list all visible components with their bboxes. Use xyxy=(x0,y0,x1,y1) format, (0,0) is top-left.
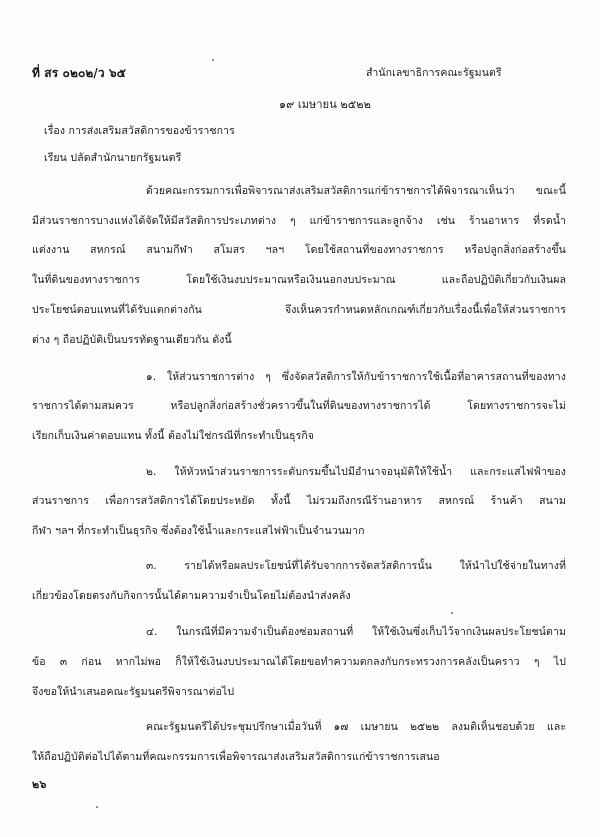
item-3-line: ๓. รายได้หรือผลประโยชน์ที่ได้รับจากการจัดสวัสดิการนั้น ให้นำไปใช้จ่ายในทางที่ xyxy=(146,560,566,572)
item-3-line: เกี่ยวข้องโดยตรงกับกิจการนั้นได้ตามความจำเป็นโดยไม่ต้องนำส่งคลัง xyxy=(32,590,351,602)
intro-line: มีส่วนราชการบางแห่งได้จัดให้มีสวัสดิการประเภทต่าง ๆ แก่ข้าราชการและลูกจ้าง เช่น ร้านอาหาร ที่รดน้ำ xyxy=(32,215,566,227)
intro-line: แต่งงาน สหกรณ์ สนามกีฬา สโมสร ฯลฯ โดยใช้สถานที่ของทางราชการ หรือปลูกสิ่งก่อสร้างขึ้น xyxy=(32,244,566,256)
item-2-line: กีฬา ฯลฯ ที่กระทำเป็นธุรกิจ ซึ่งต้องใช้น้ำและกระแสไฟฟ้าเป็นจำนวนมาก xyxy=(32,525,365,537)
conclusion-line: คณะรัฐมนตรีได้ประชุมปรึกษาเมื่อวันที่ ๑๗ เมษายน ๒๕๒๒ ลงมติเห็นชอบด้วย และ xyxy=(146,721,566,733)
issuing-agency: สำนักเลขาธิการคณะรัฐมนตรี xyxy=(366,67,502,79)
scan-speck xyxy=(451,612,453,614)
page-number: ๒๖ xyxy=(32,778,47,791)
item-4-line: จึงขอให้นำเสนอคณะรัฐมนตรีพิจารณาต่อไป xyxy=(32,686,235,698)
reference-number: ที่ สร ๐๒๐๒/ว ๖๕ xyxy=(32,66,126,80)
item-1-line: ๑. ให้ส่วนราชการต่าง ๆ ซึ่งจัดสวัสดิการให้กับข้าราชการใช้เนื้อที่อาคารสถานที่ของทาง xyxy=(146,371,566,383)
subject-line: เรื่อง การส่งเสริมสวัสดิการของข้าราชการ xyxy=(44,125,235,137)
scan-speck xyxy=(212,59,214,61)
item-1-line: เรียกเก็บเงินค่าตอบแทน ทั้งนี้ ต้องไม่ใช่กรณีที่กระทำเป็นธุรกิจ xyxy=(32,430,315,442)
intro-line: ด้วยคณะกรรมการเพื่อพิจารณาส่งเสริมสวัสดิการแก่ข้าราชการได้พิจารณาเห็นว่า ขณะนี้ xyxy=(146,185,566,197)
intro-line: ต่าง ๆ ถือปฏิบัติเป็นบรรทัดฐานเดียวกัน ดังนี้ xyxy=(32,334,232,346)
item-2-line: ๒. ให้หัวหน้าส่วนราชการระดับกรมขึ้นไปมีอำนาจอนุมัติให้ใช้น้ำ และกระแสไฟฟ้าของ xyxy=(146,466,566,478)
scan-speck xyxy=(96,806,98,808)
intro-line: ประโยชน์ตอบแทนที่ได้รับแตกต่างกัน จึงเห็นควรกำหนดหลักเกณฑ์เกี่ยวกับเรื่องนี้เพื่อให้ส่วนราชการ xyxy=(32,304,566,316)
item-4-line: ๔. ในกรณีที่มีความจำเป็นต้องซ่อมสถานที่ ให้ใช้เงินซึ่งเก็บไว้จากเงินผลประโยชน์ตาม xyxy=(146,626,566,638)
intro-line: ในที่ดินของทางราชการ โดยใช้เงินงบประมาณหรือเงินนอกงบประมาณ และถือปฏิบัติเกี่ยวกับเงินผล xyxy=(32,274,566,286)
document-date: ๑๙ เมษายน ๒๕๒๒ xyxy=(279,98,371,111)
conclusion-line: ให้ถือปฏิบัติต่อไปได้ตามที่คณะกรรมการเพื่อพิจารณาส่งเสริมสวัสดิการแก่ข้าราชการเสนอ xyxy=(32,751,440,763)
item-1-line: ราชการได้ตามสมควร หรือปลูกสิ่งก่อสร้างชั่วคราวขึ้นในที่ดินของทางราชการได้ โดยทางราชการจะไม่ xyxy=(32,400,566,412)
item-4-line: ข้อ ๓ ก่อน หากไม่พอ ก็ให้ใช้เงินงบประมาณได้โดยขอทำความตกลงกับกระทรวงการคลังเป็นคราว ๆ ไป xyxy=(32,656,566,668)
recipient-line: เรียน ปลัดสำนักนายกรัฐมนตรี xyxy=(44,152,182,164)
item-2-line: ส่วนราชการ เพื่อการสวัสดิการได้โดยประหยัด ทั้งนี้ ไม่รวมถึงกรณีร้านอาหาร สหกรณ์ ร้านค้า สนาม xyxy=(32,495,566,507)
